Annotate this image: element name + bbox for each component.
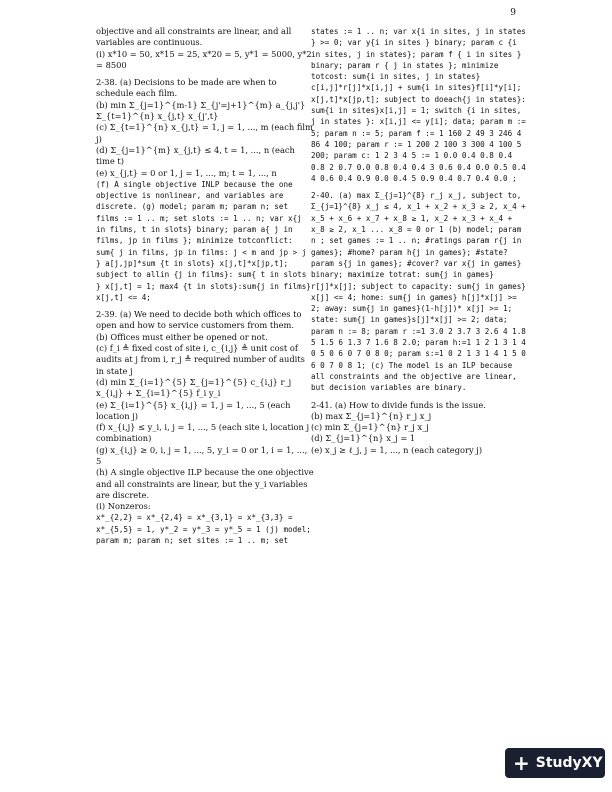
- left-paragraph: (i) Nonzeros:: [96, 501, 151, 512]
- problem-2-39-header: 2-39. (a) We need to decide both which offices to open and how to service customers from them.: [96, 309, 302, 331]
- right-code-paragraph: states := 1 .. n; var x{i in sites, j in states } >= 0; var y{i in sites } binary; param c {i in sites, j in states}; param f { i in sites } binary; param r { j in states }; minimize totcost: sum{i in sites, j in states} c[i,j]*r[j]*x[i,j] + sum{i in sites}f[i]*y[i]; x[j,t]*x[jp,t]; subject to doeach{j in states}: sum{i in sites}x[i,j] = 1; switch {i in sites, j in states }: x[i,j] <= y[i]; data; param m := 5; param n := 5; param f := 1 160 2 49 3 246 4 86 4 100; param r := 1 200 2 100 3 300 4 100 5 200; param c: 1 2 3 4 5 := 1 0.0 0.4 0.8 0.4 0.8 2 0.7 0.0 0.8 0.4 0.4 3 0.6 0.4 0.0 0.5 0.4 4 0.6 0.4 0.9 0.0 0.4 5 0.9 0.4 0.7 0.4 0.0 ;: [311, 27, 526, 183]
- left-paragraph: (b) Offices must either be opened or not.: [96, 331, 268, 342]
- brand-wordmark: StudyXY: [535, 755, 603, 771]
- left-paragraph: (c) Σ_{t=1}^{n} x_{j,t} = 1, j = 1, ..., m (each film j): [96, 122, 313, 144]
- studyxy-logo[interactable]: [505, 748, 605, 778]
- left-column: [96, 26, 314, 546]
- left-paragraph: (c) f_i ≜ fixed cost of site i, c_{i,j} ≜ unit cost of audits at j from i, r_j ≜ required number of audits in state j: [96, 343, 305, 376]
- left-paragraph: (d) Σ_{j=1}^{m} x_{j,t} ≤ 4, t = 1, ..., n (each time t): [96, 144, 295, 167]
- left-paragraph: (b) min Σ_{j=1}^{m-1} Σ_{j'=j+1}^{m} a_{j,j'} Σ_{t=1}^{n} x_{j,t} x_{j',t}: [96, 99, 306, 122]
- problem-2-40-block: 2-40. (a) max Σ_{j=1}^{8} r_j x_j, subject to, Σ_{j=1}^{8} x_j ≤ 4, x_1 + x_2 + x_3 ≥ 2, x_4 + x_5 + x_6 + x_7 + x_8 ≥ 1, x_2 + x_3 + x_4 + x_8 ≥ 2, x_1 ... x_8 = 0 or 1 (b) model; param n ; set games := 1 .. n; #ratings param r{j in games}; #home? param h{j in games}; #state? param s{j in games}; #cover? var x{j in games} binary; maximize totrat: sum{j in games} r[j]*x[j]; subject to capacity: sum{j in games} x[j] <= 4; home: sum{j in games} h[j]*x[j] >= 2; away: sum{j in games}(1-h[j])* x[j] >= 1; state: sum{j in games}s[j]*x[j] >= 2; data; param n := 8; param r :=1 3.0 2 3.7 3 2.6 4 1.8 5 1.5 6 1.3 7 1.6 8 2.0; param h:=1 1 2 1 3 1 4 0 5 0 6 0 7 0 8 0; param s:=1 0 2 1 3 1 4 1 5 0 6 0 7 0 8 1; (c) The model is an ILP because all constraints and the objective are linear, but decision variables are binary.: [311, 191, 526, 393]
- right-paragraph: (d) Σ_{j=1}^{n} x_j = 1: [311, 433, 416, 444]
- left-paragraph: (f) x_{i,j} ≤ y_i, i, j = 1, ..., 5 (each site i, location j combination): [96, 422, 310, 444]
- left-paragraph: (g) x_{i,j} ≥ 0, i, j = 1, ..., 5, y_i = 0 or 1, i = 1, ..., 5: [96, 444, 308, 466]
- problem-2-41-header: 2-41. (a) How to divide funds is the issue.: [311, 399, 486, 410]
- right-paragraph: (e) x_j ≥ ℓ_j, j = 1, ..., n (each category j): [311, 444, 483, 455]
- right-column: [311, 26, 529, 456]
- left-paragraph: (d) min Σ_{i=1}^{5} Σ_{j=1}^{5} c_{i,j} r_j x_{i,j} + Σ_{i=1}^{5} f_i y_i: [96, 376, 292, 399]
- problem-2-38-header: 2-38. (a) Decisions to be made are when to schedule each film.: [96, 77, 277, 99]
- left-code-paragraph: x*_{2,2} = x*_{2,4} = x*_{3,1} = x*_{3,3} = x*_{5,5} = 1, y*_2 = y*_3 = y*_5 = 1 (j) model; param m; param n; set sites := 1 .. m; set: [96, 513, 311, 546]
- right-paragraph: (c) min Σ_{j=1}^{n} r_j x_j: [311, 422, 429, 433]
- page-number: 9: [510, 8, 516, 18]
- plus-icon: +: [513, 751, 530, 775]
- left-paragraph: (i) x*10 = 50, x*15 = 25, x*20 = 5, y*1 = 5000, y*2 = 8500: [96, 48, 312, 70]
- left-paragraph: (e) x_{j,t} = 0 or 1, j = 1, ..., m; t = 1, ..., n: [96, 167, 277, 178]
- right-paragraph: (b) max Σ_{j=1}^{n} r_j x_j: [311, 410, 432, 421]
- left-code-paragraph: (f) A single objective INLP because the one objective is nonlinear, and variables are discrete. (g) model; param m; param n; set films := 1 .. m; set slots := 1 .. n; var x{j in films, t in slots} binary; param a{ j in films, jp in films }; minimize totconflict: sum{ j in films, jp in films: j < m and jp > j } a[j,jp]*sum {t in slots} x[j,t]*x[jp,t]; subject to allin {j in films}: sum{ t in slots } x[j,t] = 1; max4 {t in slots}:sum{j in films} x[j,t] <= 4;: [96, 179, 311, 302]
- left-paragraph: objective and all constraints are linear, and all variables are continuous.: [96, 26, 292, 48]
- left-paragraph: (e) Σ_{i=1}^{5} x_{i,j} = 1, j = 1, ..., 5 (each location j): [96, 399, 291, 421]
- left-paragraph: (h) A single objective ILP because the one objective and all constraints are linear, but the y_i variables are discrete.: [96, 467, 314, 500]
